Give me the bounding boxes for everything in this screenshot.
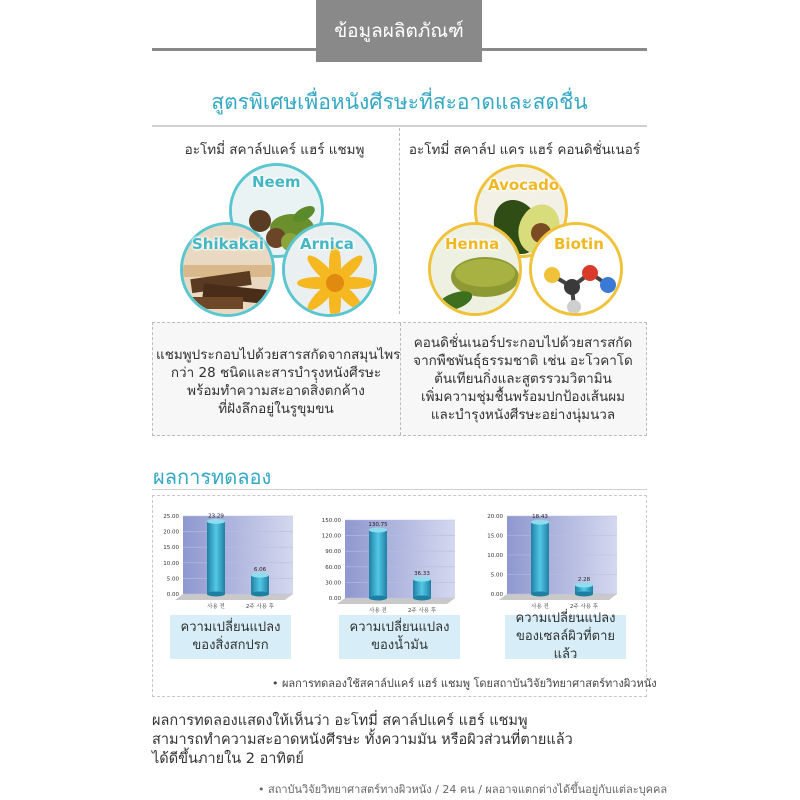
chart-ytick-label: 15.00 xyxy=(487,533,503,540)
chart-bar-top xyxy=(251,573,269,578)
chart-ytick-label: 120.00 xyxy=(321,533,341,540)
chart-bar-base xyxy=(575,592,593,597)
chart-value-label: 6.06 xyxy=(253,567,267,574)
chart-bar-top xyxy=(531,520,549,525)
arnica-label: Arnica xyxy=(300,235,354,253)
chart-bar-base xyxy=(369,596,387,601)
chart-ytick-label: 5.00 xyxy=(490,572,503,579)
chart-bar-top xyxy=(413,577,431,582)
footnote: • สถาบันวิจัยวิทยาศาสตร์ทางผิวหนัง / 24 คน / ผลอาจแตกต่างได้ขึ้นอยู่กับแต่ละบุคคล xyxy=(258,783,668,796)
chart-ytick-label: 90.00 xyxy=(325,549,341,556)
shikakai-label: Shikakai xyxy=(192,235,264,253)
chart-bar xyxy=(531,522,549,594)
chart-bar-top xyxy=(207,519,225,524)
neem-label: Neem xyxy=(252,173,301,191)
chart-ytick-label: 0.00 xyxy=(490,592,503,598)
chart-category-label: 2주 사용 후 xyxy=(407,608,437,614)
chart-ytick-label: 20.00 xyxy=(487,514,503,520)
chart-category-label: 사용 전 xyxy=(531,604,549,610)
chart-bar-base xyxy=(207,592,225,597)
chart-ytick-label: 30.00 xyxy=(325,580,341,587)
chart-bar xyxy=(207,521,225,594)
henna-label: Henna xyxy=(445,235,500,253)
chart-ytick-label: 150.00 xyxy=(321,518,341,524)
chart-ytick-label: 15.00 xyxy=(163,545,179,552)
chart-value-label: 130.75 xyxy=(368,522,388,529)
caption-dead-skin: ความเปลี่ยนแปลง ของเซลล์ผิวที่ตายแล้ว xyxy=(505,615,626,659)
chart-ytick-label: 60.00 xyxy=(325,564,341,571)
chart-plot-area xyxy=(345,520,455,598)
biotin-label: Biotin xyxy=(554,235,604,253)
avocado-label: Avocado xyxy=(488,176,560,194)
shampoo-description: แชมพูประกอบไปด้วยสารสกัดจากสมุนไพร กว่า 28 ชนิดและสารบำรุงหนังศีรษะ พร้อมทำความสะอาดสิ่งตกค้าง ที่ฝังลึกอยู่ในรูขุมขน xyxy=(156,347,401,417)
caption-dirt: ความเปลี่ยนแปลง ของสิ่งสกปรก xyxy=(170,615,291,659)
results-divider xyxy=(152,489,647,490)
chart-ytick-label: 0.00 xyxy=(328,596,341,602)
chart-floor xyxy=(175,594,293,600)
chart-ytick-label: 10.00 xyxy=(487,553,503,559)
results-title: ผลการทดลอง xyxy=(153,465,272,489)
chart-ytick-label: 10.00 xyxy=(163,560,179,567)
chart-ytick-label: 0.00 xyxy=(166,592,179,598)
chart-value-label: 36.33 xyxy=(414,571,430,578)
chart-bar xyxy=(251,575,269,594)
chart-bar xyxy=(369,530,387,598)
chart-ytick-label: 20.00 xyxy=(163,529,179,536)
description-divider xyxy=(400,323,401,435)
chart-bar-top xyxy=(369,528,387,533)
conditioner-description: คอนดิชั่นเนอร์ประกอบไปด้วยสารสกัด จากพืชพันธุ์ธรรมชาติ เช่น อะโวคาโด ต้นเทียนกิ่งและสูตรรวมวิตามิน เพิ่มความชุ่มชื้นพร้อมปกป้องเส้นผม และบำรุงหนังศีรษะอย่างนุ่มนวล xyxy=(413,335,633,423)
chart-plot-area xyxy=(183,516,293,594)
chart-floor xyxy=(337,598,455,604)
tagline-divider xyxy=(152,125,647,127)
chart-bar-base xyxy=(251,592,269,597)
shampoo-title: อะโทมี่ สคาล์ปแคร์ แฮร์ แชมพู xyxy=(184,142,365,158)
conditioner-title: อะโทมี่ สคาล์ป แคร แฮร์ คอนดิชั่นเนอร์ xyxy=(408,142,641,158)
chart-category-label: 2주 사용 후 xyxy=(569,604,599,610)
chart-bar xyxy=(413,579,431,598)
chart-value-label: 23.29 xyxy=(208,513,224,520)
chart-ytick-label: 5.00 xyxy=(166,576,179,583)
chart-bar-top xyxy=(575,583,593,588)
summary: ผลการทดลองแสดงให้เห็นว่า อะโทมี่ สคาล์ปแคร์ แฮร์ แชมพู สามารถทำความสะอาดหนังศีรษะ ทั้งความมัน หรือผิวส่วนที่ตายแล้ว ได้ดีขึ้นภายใน 2 อาทิตย์ xyxy=(152,713,573,767)
chart-dead-skin xyxy=(479,512,619,612)
section-title: ข้อมูลผลิตภัณฑ์ xyxy=(334,20,464,42)
caption-oil: ความเปลี่ยนแปลง ของน้ำมัน xyxy=(339,615,460,659)
results-note: • ผลการทดลองใช้สคาล์ปแคร์ แฮร์ แชมพู โดยสถาบันวิจัยวิทยาศาสตร์ทางผิวหนัง xyxy=(272,677,657,690)
chart-category-label: 2주 사용 후 xyxy=(245,604,275,610)
tagline: สูตรพิเศษเพื่อหนังศีรษะที่สะอาดและสดชื่น xyxy=(211,90,588,114)
chart-bar-base xyxy=(531,592,549,597)
chart-ytick-label: 25.00 xyxy=(163,514,179,520)
chart-dirt xyxy=(155,512,295,612)
section-title-box xyxy=(316,0,482,62)
chart-oil xyxy=(317,516,457,616)
chart-value-label: 2.28 xyxy=(577,577,591,584)
chart-bar-base xyxy=(413,596,431,601)
chart-category-label: 사용 전 xyxy=(369,608,387,614)
column-divider xyxy=(399,128,400,314)
chart-category-label: 사용 전 xyxy=(207,604,225,610)
chart-floor xyxy=(499,594,617,600)
chart-value-label: 18.43 xyxy=(532,514,548,521)
